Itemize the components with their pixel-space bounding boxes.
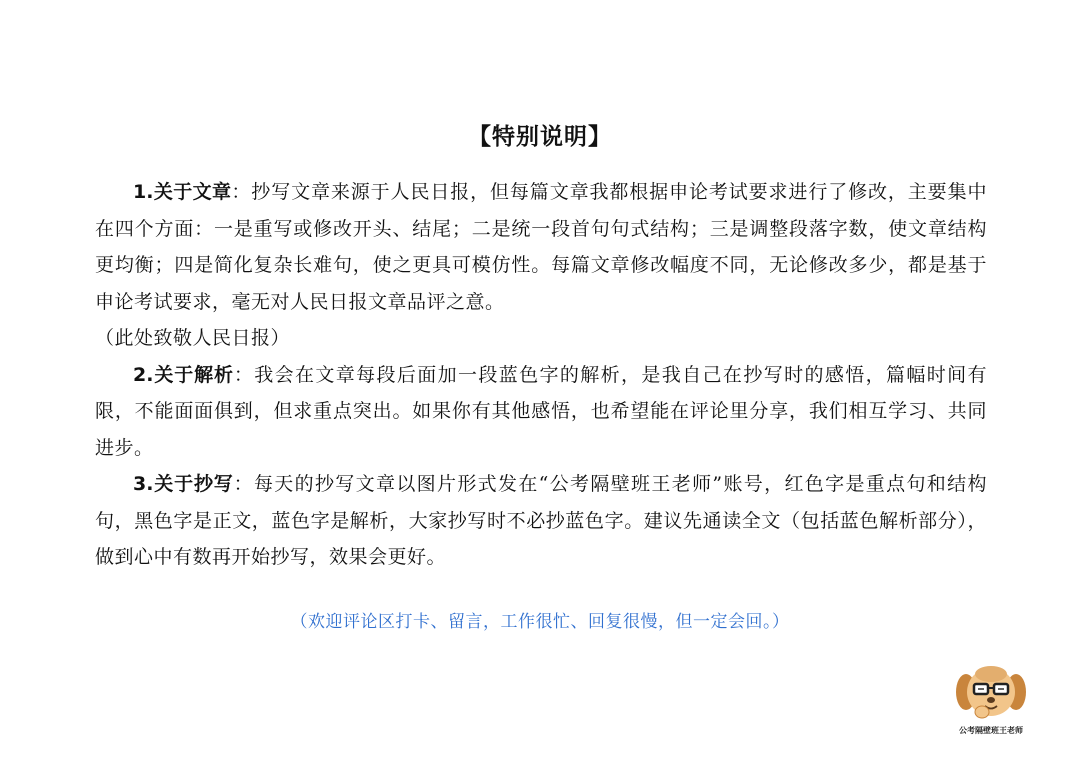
brand-label: 公考隔壁班王老师 [959, 726, 1023, 735]
section-text: ：抄写文章来源于人民日报，但每篇文章我都根据申论考试要求进行了修改，主要集中在四个方面：一是重写或修改开头、结尾；二是统一段首句句式结构；三是调整段落字数，使文章结构更均衡；四是简化复杂长难句，使之更具可模仿性。每篇文章修改幅度不同，无论修改多少，都是基于申论考试要求，毫无对人民日报文章品评之意。 [95, 181, 987, 313]
section-copying [95, 466, 987, 576]
section-analysis [95, 357, 987, 467]
document-body [95, 174, 987, 576]
section-heading: 3.关于抄写 [133, 473, 234, 495]
section-text: ：每天的抄写文章以图片形式发在“公考隔壁班王老师”账号，红色字是重点句和结构句，黑色字是正文，蓝色字是解析，大家抄写时不必抄蓝色字。建议先通读全文（包括蓝色解析部分），做到心中有数再开始抄写，效果会更好。 [95, 473, 987, 568]
page-title: 【特别说明】 [468, 124, 612, 150]
section-text: ：我会在文章每段后面加一段蓝色字的解析，是我自己在抄写时的感悟，篇幅时间有限，不能面面俱到，但求重点突出。如果你有其他感悟，也希望能在评论里分享，我们相互学习、共同进步。 [95, 363, 987, 459]
section-article-extra: （此处致敬人民日报） [95, 327, 291, 349]
dog-mascot-logo [952, 662, 1030, 724]
comment-note: （欢迎评论区打卡、留言，工作很忙、回复很慢，但一定会回。） [290, 612, 790, 632]
section-article [95, 174, 987, 320]
section-heading: 2.关于解析 [133, 363, 234, 386]
section-heading: 1.关于文章 [133, 181, 232, 203]
